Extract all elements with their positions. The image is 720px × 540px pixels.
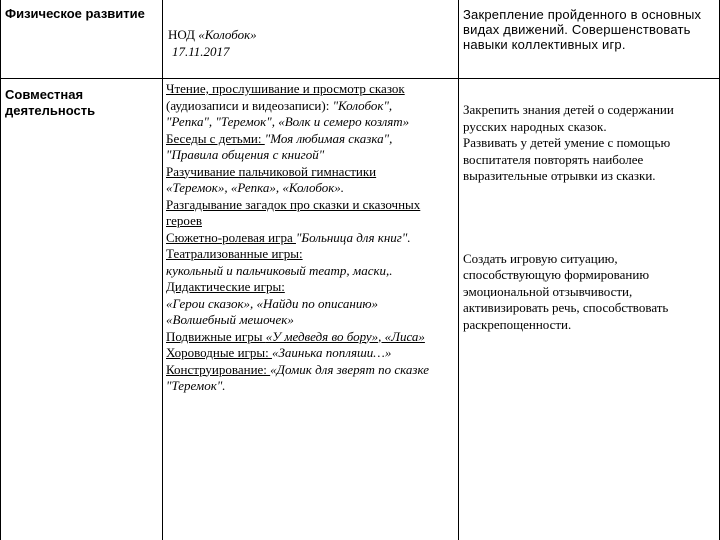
goal-1-line-1: Закрепить знания детей о содержании [463, 102, 674, 117]
table-border-left [0, 0, 1, 540]
goal-2-line-2: способствующую формированию [463, 267, 650, 282]
didactic-text-2: «Волшебный мешочек» [166, 312, 294, 327]
round-title: Хороводные игры: [166, 345, 272, 360]
round-text: «Заинька попляши…» [271, 345, 392, 360]
build-text-1: «Домик для зверят по сказке [270, 361, 429, 377]
goal-1-line-5: выразительные отрывки из сказки. [463, 168, 656, 183]
didactic-text-1: «Герои сказок», «Найди по описанию» [166, 295, 379, 311]
moving-title: Подвижные игры [166, 328, 266, 344]
finger-title: Разучивание пальчиковой гимнастики [166, 163, 377, 179]
goal-2-line-4: активизировать речь, способствовать [463, 300, 669, 315]
nod-date: 17.11.2017 [172, 43, 230, 59]
column-divider-1 [162, 0, 163, 540]
nod-prefix: НОД [168, 27, 199, 42]
nod-title: «Колобок» [198, 27, 257, 42]
row-1-goals: Закрепление пройденного в основных видах движений. Совершенствовать навыки коллективных игр. [463, 7, 702, 52]
goal-2-line-3: эмоциональной отзывчивости, [463, 283, 633, 299]
reading-title: Чтение, прослушивание и просмотр сказок [166, 81, 405, 96]
role-title: Сюжетно-ролевая игра [166, 229, 296, 245]
row-2-goals [463, 102, 715, 333]
goal-1-line-4: воспитателя повторять наиболее [463, 151, 644, 167]
row-2-label: Совместная деятельность [5, 87, 96, 118]
talks-title: Беседы с детьми: [166, 130, 265, 146]
didactic-title: Дидактические игры: [166, 279, 285, 294]
riddles-line-1: Разгадывание загадок про сказки и сказочных [166, 196, 421, 212]
riddles-line-2: героев [166, 213, 202, 228]
reading-tales-2: "Репка", "Теремок", «Волк и семеро козлят» [166, 114, 410, 129]
row-1-activity [168, 27, 453, 60]
row-divider [0, 78, 720, 79]
finger-text: «Теремок», «Репка», «Колобок». [166, 180, 345, 195]
build-title: Конструирование: [166, 361, 271, 377]
moving-text: «У медведя во бору», «Лиса» [265, 328, 425, 344]
goal-2-line-5: раскрепощенности. [463, 316, 572, 332]
theatre-title: Театрализованные игры: [166, 246, 303, 261]
reading-tales-1: "Колобок", [332, 97, 393, 113]
talks-text-1: "Моя любимая сказка", [264, 130, 393, 146]
row-2-activities [166, 81, 457, 395]
theatre-text: кукольный и пальчиковый театр, маски,. [166, 262, 393, 278]
goal-2-line-1: Создать игровую ситуацию, [463, 250, 618, 266]
goal-1-line-2: русских народных сказок. [463, 118, 607, 134]
role-text: "Больница для книг". [295, 229, 411, 245]
build-text-2: "Теремок". [166, 378, 226, 393]
column-divider-2 [458, 0, 459, 540]
goal-1-line-3: Развивать у детей умение с помощью [463, 135, 671, 150]
talks-text-2: "Правила общения с книгой" [166, 147, 325, 162]
row-1-label: Физическое развитие [5, 6, 145, 21]
reading-text: (аудиозаписи и видеозаписи): [166, 97, 333, 113]
